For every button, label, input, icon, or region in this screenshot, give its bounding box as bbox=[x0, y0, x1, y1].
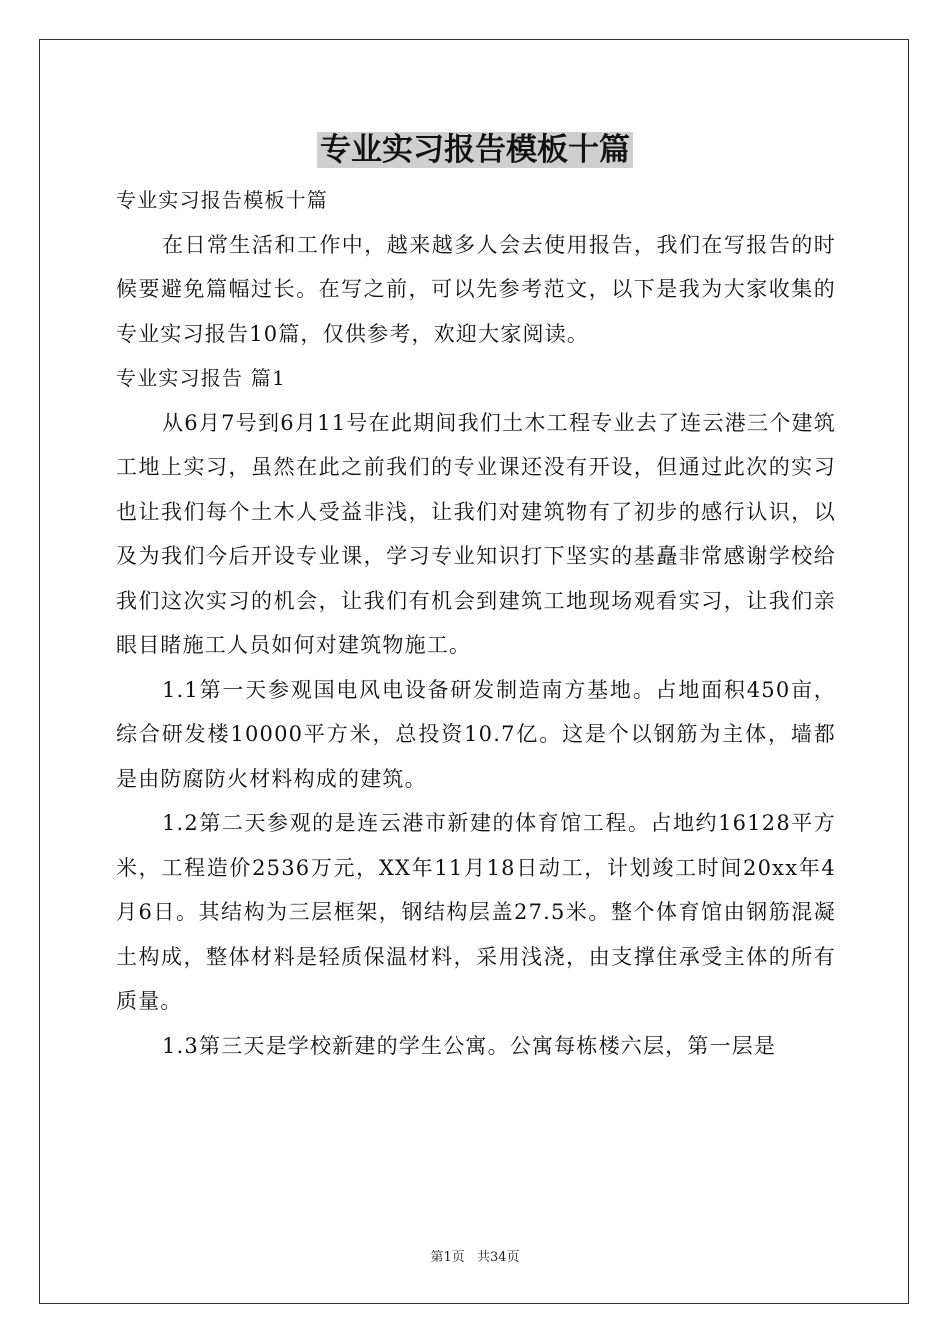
body-paragraph: 1.3第三天是学校新建的学生公寓。公寓每栋楼六层，第一层是 bbox=[162, 1033, 777, 1058]
page-footer bbox=[0, 1246, 950, 1265]
body-paragraph: 1.1第一天参观国电风电设备研发制造南方基地。占地面积450亩，综合研发楼10000平方米，总投资10.7亿。这是个以钢筋为主体，墙都是由防腐防火材料构成的建筑。 bbox=[116, 677, 836, 791]
body-paragraph: 1.2第二天参观的是连云港市新建的体育馆工程。占地约16128平方米，工程造价2536万元，XX年11月18日动工，计划竣工时间20xx年4月6日。其结构为三层框架，钢结构层盖27.5米。整个体育馆由钢筋混凝土构成，整体材料是轻质保温材料，采用浅浇，由支撑住承受主体的所有质量。 bbox=[116, 811, 836, 1013]
document-subtitle: 专业实习报告模板十篇 bbox=[116, 188, 328, 212]
intro-paragraph: 在日常生活和工作中，越来越多人会去使用报告，我们在写报告的时候要避免篇幅过长。在写之前，可以先参考范文，以下是我为大家收集的专业实习报告10篇，仅供参考，欢迎大家阅读。 bbox=[116, 232, 836, 346]
section-heading: 专业实习报告 篇1 bbox=[116, 366, 286, 390]
body-paragraph: 从6月7号到6月11号在此期间我们土木工程专业去了连云港三个建筑工地上实习，虽然在此之前我们的专业课还没有开设，但通过此次的实习也让我们每个土木人受益非浅，让我们对建筑物有了初步的感行认识，以及为我们今后开设专业课，学习专业知识打下坚实的基矗非常感谢学校给我们这次实习的机会，让我们有机会到建筑工地现场观看实习，让我们亲眼目睹施工人员如何对建筑物施工。 bbox=[116, 410, 836, 657]
document-title-text: 专业实习报告模板十篇 bbox=[317, 132, 633, 168]
total-pages: 共34页 bbox=[476, 1250, 520, 1265]
document-title bbox=[0, 128, 950, 172]
document-body bbox=[116, 178, 836, 1068]
page-number: 第1页 bbox=[430, 1250, 465, 1265]
